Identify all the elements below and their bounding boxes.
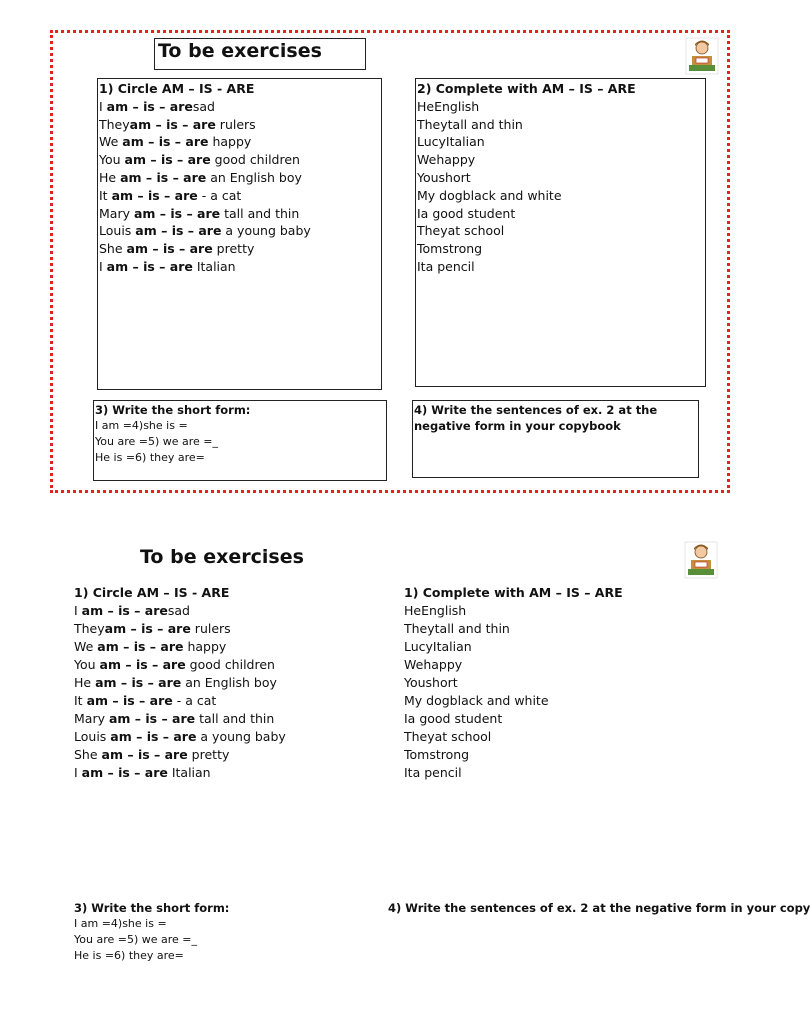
list-item: My dogblack and white (417, 187, 562, 203)
list-item: I am – is – are Italian (99, 258, 236, 274)
list-item: Ia good student (417, 205, 516, 221)
exercise-1-heading: 1) Circle AM – IS - ARE (74, 585, 230, 600)
list-item: He is =6) they are= (95, 451, 205, 464)
list-item: I am =4)she is = (74, 917, 167, 930)
exercise-2-bottom (404, 584, 623, 782)
list-item: Louis am – is – are a young baby (74, 729, 286, 744)
list-item: She am – is – are pretty (99, 241, 255, 257)
exercise-4-heading-2: 4) Write the sentences of ex. 2 at the negative form in your copy (388, 901, 810, 915)
list-item: He am – is – are an English boy (74, 675, 277, 690)
list-item: Theytall and thin (417, 116, 523, 132)
list-item: LucyItalian (417, 134, 485, 150)
list-item: You are =5) we are =_ (95, 435, 219, 448)
list-item: LucyItalian (404, 639, 472, 654)
exercise-2-heading: 1) Complete with AM – IS – ARE (404, 585, 623, 600)
list-item: You am – is – are good children (74, 657, 275, 672)
page-title: To be exercises (158, 40, 322, 62)
exercise-3-bottom (74, 900, 229, 964)
list-item: She am – is – are pretty (74, 747, 230, 762)
exercise-4-heading: 4) Write the sentences of ex. 2 at the negative form in your copybook (414, 403, 658, 433)
list-item: I am – is – aresad (99, 98, 215, 114)
list-item: Theytall and thin (404, 621, 510, 636)
list-item: Theyat school (404, 729, 492, 744)
list-item: Mary am – is – are tall and thin (74, 711, 275, 726)
exercise-2-top (417, 80, 636, 276)
list-item: He am – is – are an English boy (99, 169, 302, 185)
list-item: Theyam – is – are rulers (99, 116, 256, 132)
list-item: We am – is – are happy (74, 639, 227, 654)
list-item: Theyam – is – are rulers (74, 621, 231, 636)
list-item: You am – is – are good children (99, 152, 300, 168)
list-item: HeEnglish (404, 603, 467, 618)
exercise-1-heading: 1) Circle AM – IS - ARE (99, 81, 255, 96)
exercise-1-bottom (74, 584, 286, 782)
list-item: Mary am – is – are tall and thin (99, 205, 300, 221)
list-item: It am – is – are - a cat (74, 693, 217, 708)
list-item: Youshort (404, 675, 458, 690)
list-item: Ita pencil (404, 765, 462, 780)
teacher-icon (686, 38, 718, 74)
list-item: I am – is – aresad (74, 603, 190, 618)
exercise-2-heading: 2) Complete with AM – IS – ARE (417, 81, 636, 96)
page-title-2: To be exercises (140, 546, 304, 568)
list-item: Tomstrong (417, 241, 483, 257)
exercise-3-heading: 3) Write the short form: (95, 403, 251, 417)
list-item: My dogblack and white (404, 693, 549, 708)
exercise-1-top (99, 80, 311, 276)
list-item: I am – is – are Italian (74, 765, 211, 780)
list-item: HeEnglish (417, 98, 480, 114)
list-item: You are =5) we are =_ (74, 933, 198, 946)
list-item: Wehappy (417, 152, 476, 168)
teacher-icon (685, 542, 717, 578)
list-item: Ia good student (404, 711, 503, 726)
list-item: I am =4)she is = (95, 419, 188, 432)
list-item: Wehappy (404, 657, 463, 672)
exercise-3-top (95, 402, 250, 466)
exercise-3-heading: 3) Write the short form: (74, 901, 230, 915)
list-item: Youshort (417, 169, 471, 185)
list-item: We am – is – are happy (99, 134, 252, 150)
list-item: Louis am – is – are a young baby (99, 223, 311, 239)
list-item: Ita pencil (417, 258, 475, 274)
list-item: It am – is – are - a cat (99, 187, 242, 203)
list-item: Tomstrong (404, 747, 470, 762)
list-item: Theyat school (417, 223, 505, 239)
list-item: He is =6) they are= (74, 949, 184, 962)
